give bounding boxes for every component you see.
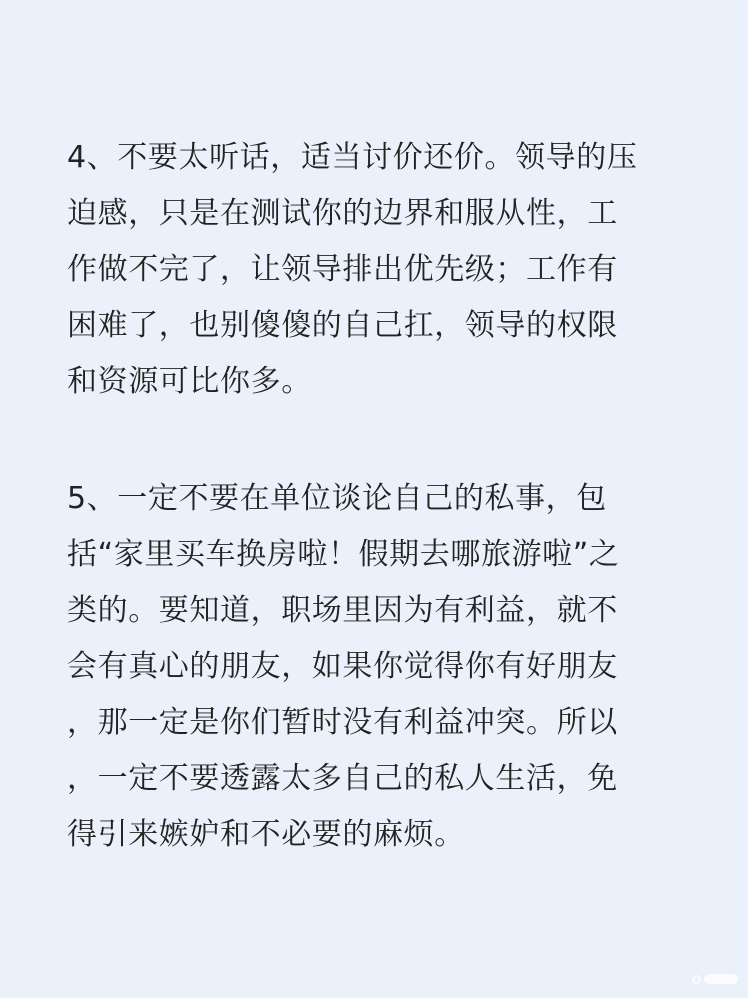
paragraph-line: 5、一定不要在单位谈论自己的私事，包 (67, 481, 607, 516)
paragraph-line: ，那一定是你们暂时没有利益冲突。所以 (67, 705, 618, 740)
paragraph-line: 得引来嫉妒和不必要的麻烦。 (67, 817, 465, 852)
paragraph-line: 迫感，只是在测试你的边界和服从性，工 (67, 196, 618, 231)
paragraph-line: 和资源可比你多。 (67, 364, 312, 399)
paragraph-line: 括“家里买车换房啦！假期去哪旅游啦”之 (67, 537, 620, 572)
paragraph-line: ，一定不要透露太多自己的私人生活，免 (67, 761, 618, 796)
paragraph-line: 困难了，也别傻傻的自己扛，领导的权限 (67, 308, 618, 343)
paragraph-line: 类的。要知道，职场里因为有利益，就不 (67, 593, 618, 628)
watermark-bar-icon (704, 974, 738, 984)
weibo-watermark-icon (692, 968, 738, 990)
tip-paragraph-4 (67, 130, 707, 410)
tip-paragraph-5 (67, 471, 707, 863)
paragraph-line: 会有真心的朋友，如果你觉得你有好朋友 (67, 649, 618, 684)
paragraph-line: 4、不要太听话，适当讨价还价。领导的压 (67, 140, 638, 175)
paragraph-line: 作做不完了，让领导排出优先级；工作有 (67, 252, 618, 287)
watermark-dot-icon (692, 975, 701, 984)
